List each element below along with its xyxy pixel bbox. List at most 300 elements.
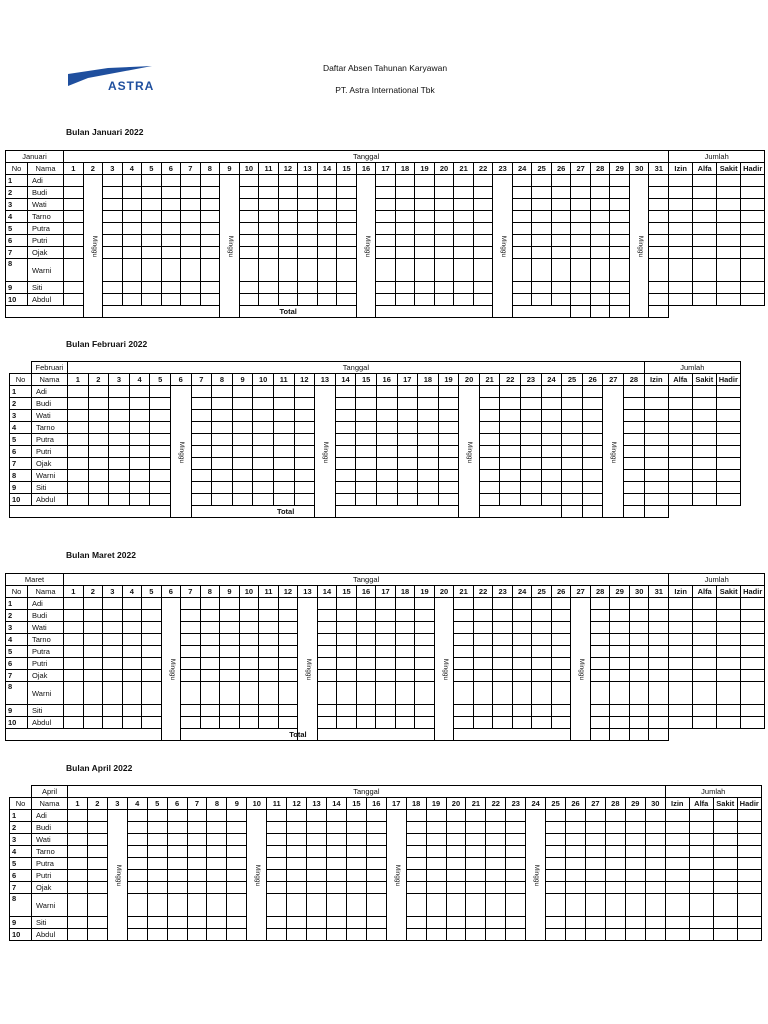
attendance-cell[interactable] xyxy=(326,917,346,929)
jumlah-cell[interactable] xyxy=(644,482,668,494)
attendance-cell[interactable] xyxy=(142,682,162,705)
attendance-cell[interactable] xyxy=(212,470,233,482)
attendance-cell[interactable] xyxy=(454,705,474,717)
attendance-cell[interactable] xyxy=(582,482,603,494)
attendance-cell[interactable] xyxy=(87,929,107,941)
attendance-cell[interactable] xyxy=(512,259,532,282)
attendance-cell[interactable] xyxy=(566,870,586,882)
attendance-cell[interactable] xyxy=(605,870,625,882)
attendance-cell[interactable] xyxy=(150,398,171,410)
attendance-cell[interactable] xyxy=(473,670,493,682)
attendance-cell[interactable] xyxy=(366,822,386,834)
attendance-cell[interactable] xyxy=(220,646,240,658)
attendance-cell[interactable] xyxy=(562,422,583,434)
jumlah-cell[interactable] xyxy=(741,187,765,199)
jumlah-cell[interactable] xyxy=(716,410,740,422)
jumlah-cell[interactable] xyxy=(668,410,692,422)
attendance-cell[interactable] xyxy=(418,386,439,398)
attendance-cell[interactable] xyxy=(356,658,376,670)
attendance-cell[interactable] xyxy=(103,682,123,705)
attendance-cell[interactable] xyxy=(127,846,147,858)
attendance-cell[interactable] xyxy=(649,235,669,247)
attendance-cell[interactable] xyxy=(267,894,287,917)
attendance-cell[interactable] xyxy=(267,917,287,929)
attendance-cell[interactable] xyxy=(109,458,130,470)
jumlah-cell[interactable] xyxy=(741,705,765,717)
attendance-cell[interactable] xyxy=(307,929,327,941)
attendance-cell[interactable] xyxy=(239,282,259,294)
attendance-cell[interactable] xyxy=(227,894,247,917)
jumlah-cell[interactable] xyxy=(669,622,693,634)
attendance-cell[interactable] xyxy=(253,398,274,410)
attendance-cell[interactable] xyxy=(590,634,610,646)
jumlah-cell[interactable] xyxy=(689,882,713,894)
attendance-cell[interactable] xyxy=(64,235,84,247)
attendance-cell[interactable] xyxy=(147,846,167,858)
attendance-cell[interactable] xyxy=(259,282,279,294)
attendance-cell[interactable] xyxy=(551,223,571,235)
attendance-cell[interactable] xyxy=(571,247,591,259)
attendance-cell[interactable] xyxy=(294,398,315,410)
jumlah-cell[interactable] xyxy=(692,386,716,398)
attendance-cell[interactable] xyxy=(512,598,532,610)
attendance-cell[interactable] xyxy=(200,211,220,223)
attendance-cell[interactable] xyxy=(426,929,446,941)
attendance-cell[interactable] xyxy=(590,717,610,729)
attendance-cell[interactable] xyxy=(259,211,279,223)
attendance-cell[interactable] xyxy=(200,294,220,306)
attendance-cell[interactable] xyxy=(625,870,645,882)
attendance-cell[interactable] xyxy=(406,846,426,858)
attendance-cell[interactable] xyxy=(486,894,506,917)
attendance-cell[interactable] xyxy=(326,810,346,822)
attendance-cell[interactable] xyxy=(326,822,346,834)
attendance-cell[interactable] xyxy=(624,386,645,398)
attendance-cell[interactable] xyxy=(582,494,603,506)
attendance-cell[interactable] xyxy=(68,470,89,482)
attendance-cell[interactable] xyxy=(122,259,142,282)
jumlah-cell[interactable] xyxy=(689,834,713,846)
attendance-cell[interactable] xyxy=(473,259,493,282)
jumlah-cell[interactable] xyxy=(693,247,717,259)
attendance-cell[interactable] xyxy=(317,598,337,610)
attendance-cell[interactable] xyxy=(454,282,474,294)
attendance-cell[interactable] xyxy=(645,917,665,929)
jumlah-cell[interactable] xyxy=(693,259,717,282)
attendance-cell[interactable] xyxy=(610,199,630,211)
attendance-cell[interactable] xyxy=(395,187,415,199)
attendance-cell[interactable] xyxy=(356,598,376,610)
attendance-cell[interactable] xyxy=(239,259,259,282)
attendance-cell[interactable] xyxy=(122,658,142,670)
attendance-cell[interactable] xyxy=(532,622,552,634)
attendance-cell[interactable] xyxy=(287,917,307,929)
attendance-cell[interactable] xyxy=(356,386,377,398)
attendance-cell[interactable] xyxy=(232,434,253,446)
attendance-cell[interactable] xyxy=(454,294,474,306)
attendance-cell[interactable] xyxy=(103,294,123,306)
attendance-cell[interactable] xyxy=(87,822,107,834)
attendance-cell[interactable] xyxy=(187,929,207,941)
attendance-cell[interactable] xyxy=(294,410,315,422)
attendance-cell[interactable] xyxy=(68,458,89,470)
attendance-cell[interactable] xyxy=(103,670,123,682)
attendance-cell[interactable] xyxy=(287,810,307,822)
jumlah-cell[interactable] xyxy=(737,894,761,917)
attendance-cell[interactable] xyxy=(147,810,167,822)
attendance-cell[interactable] xyxy=(571,199,591,211)
attendance-cell[interactable] xyxy=(227,917,247,929)
attendance-cell[interactable] xyxy=(200,187,220,199)
attendance-cell[interactable] xyxy=(376,610,396,622)
attendance-cell[interactable] xyxy=(64,658,84,670)
attendance-cell[interactable] xyxy=(406,810,426,822)
attendance-cell[interactable] xyxy=(335,386,356,398)
attendance-cell[interactable] xyxy=(454,259,474,282)
attendance-cell[interactable] xyxy=(87,917,107,929)
attendance-cell[interactable] xyxy=(493,717,513,729)
jumlah-cell[interactable] xyxy=(716,458,740,470)
attendance-cell[interactable] xyxy=(397,434,418,446)
attendance-cell[interactable] xyxy=(551,187,571,199)
attendance-cell[interactable] xyxy=(239,235,259,247)
attendance-cell[interactable] xyxy=(454,682,474,705)
attendance-cell[interactable] xyxy=(232,386,253,398)
attendance-cell[interactable] xyxy=(278,211,298,223)
attendance-cell[interactable] xyxy=(397,470,418,482)
attendance-cell[interactable] xyxy=(590,294,610,306)
attendance-cell[interactable] xyxy=(562,458,583,470)
total-jumlah-cell[interactable] xyxy=(590,306,610,318)
attendance-cell[interactable] xyxy=(479,482,500,494)
jumlah-cell[interactable] xyxy=(669,259,693,282)
attendance-cell[interactable] xyxy=(426,882,446,894)
attendance-cell[interactable] xyxy=(434,175,454,187)
attendance-cell[interactable] xyxy=(207,834,227,846)
attendance-cell[interactable] xyxy=(220,670,240,682)
attendance-cell[interactable] xyxy=(532,175,552,187)
attendance-cell[interactable] xyxy=(546,929,566,941)
attendance-cell[interactable] xyxy=(167,882,187,894)
jumlah-cell[interactable] xyxy=(693,622,717,634)
attendance-cell[interactable] xyxy=(605,810,625,822)
attendance-cell[interactable] xyxy=(129,494,150,506)
attendance-cell[interactable] xyxy=(122,282,142,294)
jumlah-cell[interactable] xyxy=(669,294,693,306)
attendance-cell[interactable] xyxy=(610,211,630,223)
attendance-cell[interactable] xyxy=(629,717,649,729)
attendance-cell[interactable] xyxy=(337,223,357,235)
jumlah-cell[interactable] xyxy=(668,434,692,446)
attendance-cell[interactable] xyxy=(473,646,493,658)
attendance-cell[interactable] xyxy=(200,199,220,211)
attendance-cell[interactable] xyxy=(397,482,418,494)
attendance-cell[interactable] xyxy=(454,658,474,670)
attendance-cell[interactable] xyxy=(227,810,247,822)
attendance-cell[interactable] xyxy=(259,259,279,282)
attendance-cell[interactable] xyxy=(142,247,162,259)
attendance-cell[interactable] xyxy=(551,670,571,682)
attendance-cell[interactable] xyxy=(317,634,337,646)
jumlah-cell[interactable] xyxy=(692,422,716,434)
attendance-cell[interactable] xyxy=(434,199,454,211)
attendance-cell[interactable] xyxy=(551,199,571,211)
attendance-cell[interactable] xyxy=(605,822,625,834)
attendance-cell[interactable] xyxy=(415,199,435,211)
attendance-cell[interactable] xyxy=(434,294,454,306)
attendance-cell[interactable] xyxy=(278,622,298,634)
attendance-cell[interactable] xyxy=(418,398,439,410)
attendance-cell[interactable] xyxy=(200,622,220,634)
attendance-cell[interactable] xyxy=(551,598,571,610)
attendance-cell[interactable] xyxy=(207,882,227,894)
attendance-cell[interactable] xyxy=(337,282,357,294)
attendance-cell[interactable] xyxy=(466,810,486,822)
attendance-cell[interactable] xyxy=(103,199,123,211)
jumlah-cell[interactable] xyxy=(693,175,717,187)
attendance-cell[interactable] xyxy=(466,822,486,834)
total-jumlah-cell[interactable] xyxy=(571,306,591,318)
jumlah-cell[interactable] xyxy=(741,598,765,610)
jumlah-cell[interactable] xyxy=(741,610,765,622)
attendance-cell[interactable] xyxy=(239,682,259,705)
attendance-cell[interactable] xyxy=(551,717,571,729)
attendance-cell[interactable] xyxy=(122,717,142,729)
attendance-cell[interactable] xyxy=(212,386,233,398)
attendance-cell[interactable] xyxy=(232,482,253,494)
attendance-cell[interactable] xyxy=(346,929,366,941)
attendance-cell[interactable] xyxy=(585,870,605,882)
attendance-cell[interactable] xyxy=(625,894,645,917)
attendance-cell[interactable] xyxy=(629,670,649,682)
jumlah-cell[interactable] xyxy=(669,235,693,247)
attendance-cell[interactable] xyxy=(87,894,107,917)
attendance-cell[interactable] xyxy=(571,223,591,235)
attendance-cell[interactable] xyxy=(161,187,181,199)
attendance-cell[interactable] xyxy=(366,846,386,858)
attendance-cell[interactable] xyxy=(83,682,103,705)
attendance-cell[interactable] xyxy=(610,634,630,646)
attendance-cell[interactable] xyxy=(532,658,552,670)
attendance-cell[interactable] xyxy=(479,446,500,458)
attendance-cell[interactable] xyxy=(590,223,610,235)
attendance-cell[interactable] xyxy=(64,187,84,199)
attendance-cell[interactable] xyxy=(298,199,318,211)
jumlah-cell[interactable] xyxy=(716,422,740,434)
attendance-cell[interactable] xyxy=(273,470,294,482)
attendance-cell[interactable] xyxy=(541,422,562,434)
attendance-cell[interactable] xyxy=(273,434,294,446)
jumlah-cell[interactable] xyxy=(644,422,668,434)
attendance-cell[interactable] xyxy=(473,294,493,306)
attendance-cell[interactable] xyxy=(278,187,298,199)
attendance-cell[interactable] xyxy=(649,610,669,622)
attendance-cell[interactable] xyxy=(566,929,586,941)
attendance-cell[interactable] xyxy=(521,410,542,422)
attendance-cell[interactable] xyxy=(200,223,220,235)
attendance-cell[interactable] xyxy=(239,658,259,670)
attendance-cell[interactable] xyxy=(376,670,396,682)
attendance-cell[interactable] xyxy=(103,598,123,610)
attendance-cell[interactable] xyxy=(356,422,377,434)
jumlah-cell[interactable] xyxy=(668,398,692,410)
attendance-cell[interactable] xyxy=(167,822,187,834)
jumlah-cell[interactable] xyxy=(669,646,693,658)
attendance-cell[interactable] xyxy=(395,634,415,646)
attendance-cell[interactable] xyxy=(127,858,147,870)
attendance-cell[interactable] xyxy=(200,646,220,658)
jumlah-cell[interactable] xyxy=(689,822,713,834)
attendance-cell[interactable] xyxy=(376,211,396,223)
jumlah-cell[interactable] xyxy=(669,282,693,294)
attendance-cell[interactable] xyxy=(294,470,315,482)
jumlah-cell[interactable] xyxy=(741,670,765,682)
attendance-cell[interactable] xyxy=(376,282,396,294)
attendance-cell[interactable] xyxy=(415,622,435,634)
attendance-cell[interactable] xyxy=(415,223,435,235)
attendance-cell[interactable] xyxy=(541,410,562,422)
attendance-cell[interactable] xyxy=(64,282,84,294)
attendance-cell[interactable] xyxy=(500,458,521,470)
attendance-cell[interactable] xyxy=(582,422,603,434)
attendance-cell[interactable] xyxy=(366,882,386,894)
attendance-cell[interactable] xyxy=(161,223,181,235)
attendance-cell[interactable] xyxy=(629,610,649,622)
jumlah-cell[interactable] xyxy=(717,199,741,211)
attendance-cell[interactable] xyxy=(220,682,240,705)
attendance-cell[interactable] xyxy=(629,682,649,705)
attendance-cell[interactable] xyxy=(566,917,586,929)
attendance-cell[interactable] xyxy=(521,446,542,458)
attendance-cell[interactable] xyxy=(506,894,526,917)
attendance-cell[interactable] xyxy=(127,894,147,917)
attendance-cell[interactable] xyxy=(129,422,150,434)
attendance-cell[interactable] xyxy=(181,282,201,294)
attendance-cell[interactable] xyxy=(181,634,201,646)
attendance-cell[interactable] xyxy=(161,199,181,211)
attendance-cell[interactable] xyxy=(337,610,357,622)
attendance-cell[interactable] xyxy=(473,622,493,634)
attendance-cell[interactable] xyxy=(122,235,142,247)
attendance-cell[interactable] xyxy=(376,410,397,422)
attendance-cell[interactable] xyxy=(187,822,207,834)
attendance-cell[interactable] xyxy=(624,410,645,422)
attendance-cell[interactable] xyxy=(227,822,247,834)
attendance-cell[interactable] xyxy=(150,470,171,482)
attendance-cell[interactable] xyxy=(454,211,474,223)
attendance-cell[interactable] xyxy=(406,870,426,882)
attendance-cell[interactable] xyxy=(356,610,376,622)
attendance-cell[interactable] xyxy=(212,434,233,446)
attendance-cell[interactable] xyxy=(512,282,532,294)
jumlah-cell[interactable] xyxy=(741,247,765,259)
attendance-cell[interactable] xyxy=(207,858,227,870)
attendance-cell[interactable] xyxy=(605,894,625,917)
attendance-cell[interactable] xyxy=(68,929,88,941)
jumlah-cell[interactable] xyxy=(717,294,741,306)
attendance-cell[interactable] xyxy=(335,494,356,506)
attendance-cell[interactable] xyxy=(366,810,386,822)
attendance-cell[interactable] xyxy=(512,187,532,199)
attendance-cell[interactable] xyxy=(83,610,103,622)
attendance-cell[interactable] xyxy=(473,199,493,211)
attendance-cell[interactable] xyxy=(68,882,88,894)
jumlah-cell[interactable] xyxy=(665,894,689,917)
attendance-cell[interactable] xyxy=(337,622,357,634)
attendance-cell[interactable] xyxy=(512,658,532,670)
attendance-cell[interactable] xyxy=(541,494,562,506)
attendance-cell[interactable] xyxy=(376,294,396,306)
total-jumlah-cell[interactable] xyxy=(582,506,603,518)
attendance-cell[interactable] xyxy=(335,422,356,434)
attendance-cell[interactable] xyxy=(376,199,396,211)
attendance-cell[interactable] xyxy=(287,834,307,846)
attendance-cell[interactable] xyxy=(446,917,466,929)
attendance-cell[interactable] xyxy=(278,259,298,282)
jumlah-cell[interactable] xyxy=(644,446,668,458)
attendance-cell[interactable] xyxy=(83,634,103,646)
attendance-cell[interactable] xyxy=(346,822,366,834)
attendance-cell[interactable] xyxy=(624,458,645,470)
attendance-cell[interactable] xyxy=(479,458,500,470)
attendance-cell[interactable] xyxy=(546,870,566,882)
attendance-cell[interactable] xyxy=(181,658,201,670)
attendance-cell[interactable] xyxy=(103,646,123,658)
attendance-cell[interactable] xyxy=(500,398,521,410)
attendance-cell[interactable] xyxy=(649,705,669,717)
attendance-cell[interactable] xyxy=(500,470,521,482)
attendance-cell[interactable] xyxy=(562,482,583,494)
jumlah-cell[interactable] xyxy=(737,846,761,858)
jumlah-cell[interactable] xyxy=(668,458,692,470)
attendance-cell[interactable] xyxy=(109,398,130,410)
attendance-cell[interactable] xyxy=(129,434,150,446)
attendance-cell[interactable] xyxy=(438,482,459,494)
attendance-cell[interactable] xyxy=(418,434,439,446)
attendance-cell[interactable] xyxy=(376,494,397,506)
jumlah-cell[interactable] xyxy=(717,705,741,717)
attendance-cell[interactable] xyxy=(610,717,630,729)
attendance-cell[interactable] xyxy=(512,199,532,211)
attendance-cell[interactable] xyxy=(582,410,603,422)
attendance-cell[interactable] xyxy=(161,247,181,259)
attendance-cell[interactable] xyxy=(317,294,337,306)
attendance-cell[interactable] xyxy=(317,658,337,670)
attendance-cell[interactable] xyxy=(88,458,109,470)
attendance-cell[interactable] xyxy=(610,282,630,294)
attendance-cell[interactable] xyxy=(415,670,435,682)
attendance-cell[interactable] xyxy=(122,175,142,187)
attendance-cell[interactable] xyxy=(200,247,220,259)
attendance-cell[interactable] xyxy=(406,822,426,834)
jumlah-cell[interactable] xyxy=(741,211,765,223)
attendance-cell[interactable] xyxy=(335,410,356,422)
attendance-cell[interactable] xyxy=(239,223,259,235)
attendance-cell[interactable] xyxy=(147,870,167,882)
attendance-cell[interactable] xyxy=(227,858,247,870)
jumlah-cell[interactable] xyxy=(693,187,717,199)
attendance-cell[interactable] xyxy=(267,834,287,846)
attendance-cell[interactable] xyxy=(294,434,315,446)
attendance-cell[interactable] xyxy=(68,482,89,494)
total-jumlah-cell[interactable] xyxy=(624,506,645,518)
attendance-cell[interactable] xyxy=(337,259,357,282)
attendance-cell[interactable] xyxy=(307,882,327,894)
attendance-cell[interactable] xyxy=(415,634,435,646)
jumlah-cell[interactable] xyxy=(737,870,761,882)
jumlah-cell[interactable] xyxy=(741,235,765,247)
attendance-cell[interactable] xyxy=(541,470,562,482)
